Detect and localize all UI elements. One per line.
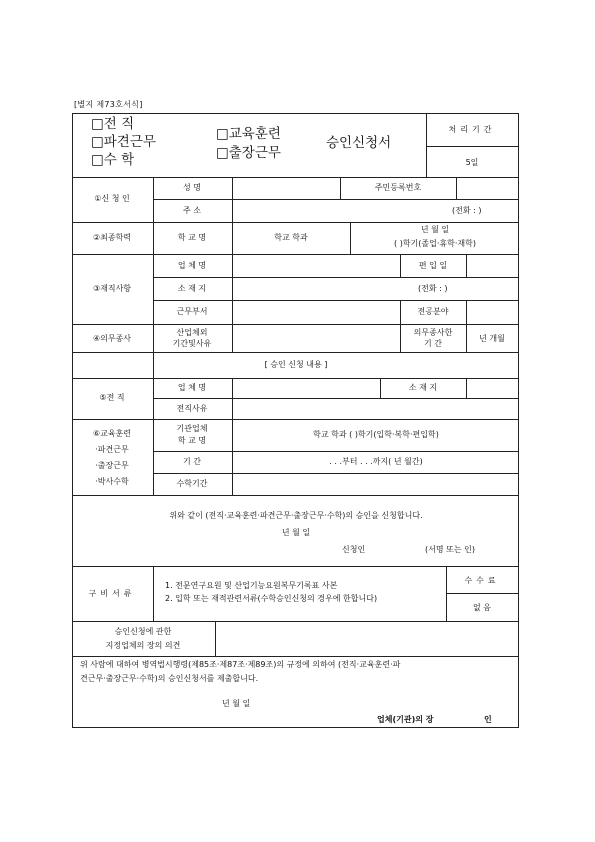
transfer-company-label: 업 체 명 (177, 383, 207, 392)
org-value: 학교 학과 ( )학기(입학·복학·편입학) (313, 430, 439, 439)
form-code: [별지 제73호서식] (74, 100, 143, 109)
company-phone-hint: (전화 : ) (418, 284, 448, 293)
org-label-1: 기관업체 (176, 424, 208, 433)
education-date: 년 월 일 (420, 225, 450, 234)
transfer-location-label: 소 재 지 (408, 383, 438, 392)
name-label: 성 명 (183, 183, 201, 192)
fee-label: 수수료 (464, 576, 500, 585)
service-period-label-2: 기 간 (424, 339, 442, 348)
school-label: 학 교 명 (177, 233, 207, 242)
option-business-trip[interactable]: □출장근무 (216, 145, 281, 161)
processing-period-label: 처리기간 (448, 125, 496, 134)
declaration-text: 위와 같이 (전직·교육훈련·파견근무·출장근무·수학)의 승인을 신청합니다. (169, 511, 423, 520)
opinion-label-1: 승인신청에 관한 (114, 627, 172, 636)
training-section-label-1: ⑥교육훈련 (92, 429, 132, 438)
fee-value: 없 음 (473, 603, 491, 612)
employment-section-label: ③재직사항 (92, 284, 132, 293)
outside-reason-label-2: 기간및사유 (172, 339, 212, 348)
option-study[interactable]: □수 학 (91, 152, 135, 168)
location-label: 소 재 지 (177, 284, 207, 293)
option-training[interactable]: □교육훈련 (216, 126, 281, 142)
education-status: ( )학기(졸업·휴학·재학) (394, 239, 476, 248)
processing-period-value: 5일 (465, 158, 479, 167)
department-label: 근무부서 (176, 307, 208, 316)
service-section-label: ④의무종사 (92, 334, 132, 343)
option-dispatch[interactable]: □파견근무 (91, 134, 156, 150)
applicant-signature-label: 신청인 (342, 545, 366, 554)
request-content-header: [ 승인 신청 내용 ] (264, 360, 328, 369)
org-label-2: 학 교 명 (177, 436, 207, 445)
submission-line-2: 견근무·출장근무·수학)의 승인신청서를 제출합니다. (80, 674, 259, 683)
attachment-item-1: 1. 전문연구요원 및 산업기능요원복무기록표 사본 (165, 581, 338, 590)
applicant-section-label: ①신 청 인 (94, 194, 130, 203)
transfer-section-label: ⑤전 직 (99, 393, 125, 402)
opinion-label-2: 지정업체의 장의 의견 (105, 641, 181, 650)
rrn-label: 주민등록번호 (374, 183, 422, 192)
company-label: 업 체 명 (177, 261, 207, 270)
address-label: 주 소 (183, 206, 201, 215)
form-title: 승인신청서 (326, 135, 392, 151)
service-period-value: 년 개월 (479, 334, 505, 343)
submission-line-1: 위 사람에 대하여 병역법시행령(제85조·제87조·제89조)의 규정에 의하여 (전직·교육훈련·파 (80, 660, 401, 669)
outside-reason-label-1: 산업체외 (176, 328, 208, 337)
applicant-phone-hint: (전화 : ) (452, 206, 482, 215)
attachment-item-2: 2. 입학 또는 재적관련서류(수학승인신청의 경우에 한합니다) (165, 594, 378, 603)
option-transfer[interactable]: □전 직 (91, 116, 135, 132)
declaration-date: 년 월 일 (281, 528, 311, 537)
major-field-label: 전공분야 (417, 307, 449, 316)
education-section-label: ②최종학력 (92, 233, 132, 242)
training-period-value: . . .부터 . . .까지( 년 월간) (329, 457, 423, 466)
school-value: 학교 학과 (274, 233, 308, 242)
training-section-label-3: ·출장근무 (95, 461, 129, 470)
service-period-label-1: 의무종사한 (413, 328, 453, 337)
attachments-label: 구비서류 (88, 589, 136, 598)
training-section-label-2: ·파견근무 (95, 445, 129, 454)
study-period-label: 수학기간 (176, 479, 208, 488)
submission-date: 년 월 일 (222, 699, 251, 708)
signature-hint: (서명 또는 인) (425, 545, 475, 554)
join-date-label: 편 입 일 (418, 261, 448, 270)
seal-mark: 인 (484, 715, 492, 724)
training-period-label: 기 간 (183, 457, 201, 466)
training-section-label-4: ·박사수학 (95, 477, 129, 486)
transfer-reason-label: 전직사유 (176, 404, 208, 413)
signer-label: 업체(기관)의 장 (377, 715, 434, 724)
